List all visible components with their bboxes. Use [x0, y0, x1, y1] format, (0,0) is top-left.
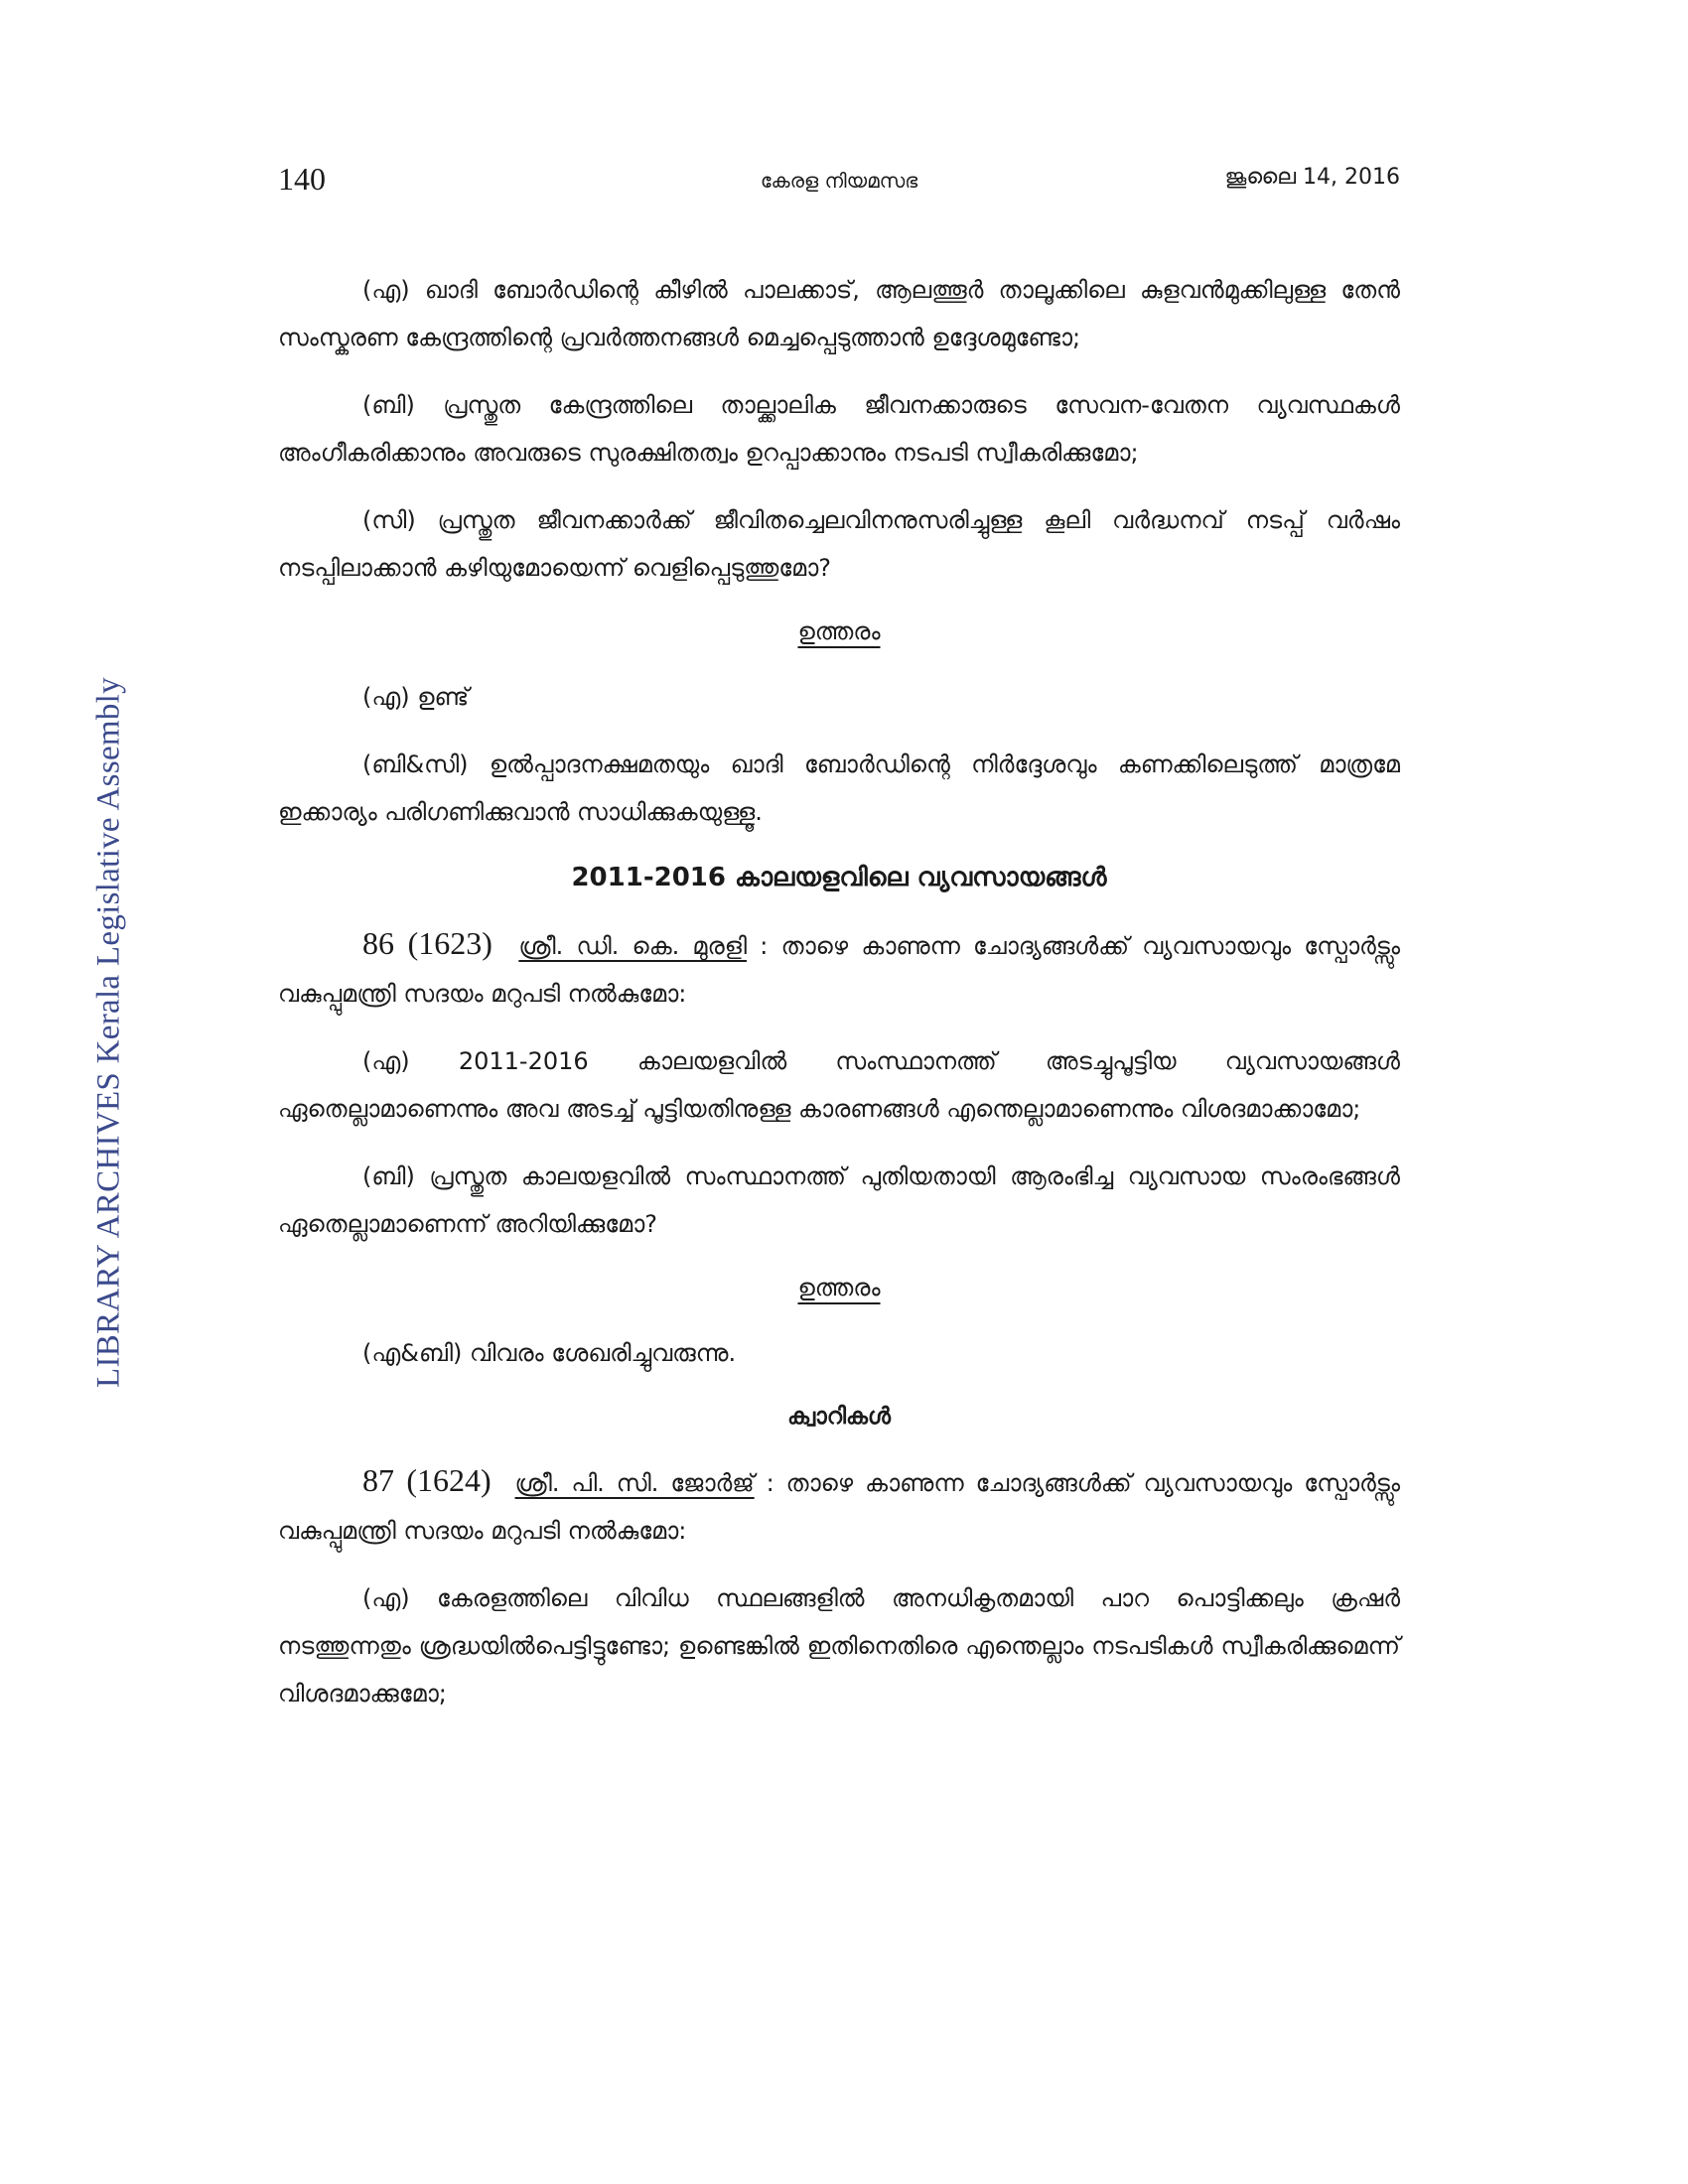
q86-member: ശ്രീ. ഡി. കെ. മുരളി [518, 932, 748, 960]
q85-part-c: (സി) പ്രസ്തുത ജീവനക്കാർക്ക് ജീവിതച്ചെലവിനനുസരിച്ചുള്ള കൂലി വർദ്ധനവ് നടപ്പ് വർഷം നടപ്പിലാക്കാൻ കഴിയുമോയെന്ന് വെളിപ്പെടുത്തുമോ? [278, 506, 1400, 582]
q87-intro: : താഴെ കാണുന്ന ചോദ്യങ്ങൾക്ക് വ്യവസായവും സ്പോർട്സും വകുപ്പുമന്ത്രി സദയം മറുപടി നൽകുമോ: [278, 1469, 1401, 1545]
q87-part-a: (എ) കേരളത്തിലെ വിവിധ സ്ഥലങ്ങളിൽ അനധികൃതമായി പാറ പൊട്ടിക്കലും ക്രഷർ നടത്തുന്നതും ശ്രദ്ധയിൽപെട്ടിട്ടുണ്ടോ; ഉണ്ടെങ്കിൽ ഇതിനെതിരെ എന്തെല്ലാം നടപടികൾ സ്വീകരിക്കുമെന്ന് വിശദമാക്കുമോ; [278, 1584, 1400, 1707]
q86-intro: : താഴെ കാണുന്ന ചോദ്യങ്ങൾക്ക് വ്യവസായവും സ്പോർട്സും വകുപ്പുമന്ത്രി സദയം മറുപടി നൽകുമോ: [278, 932, 1401, 1008]
q87-member: ശ്രീ. പി. സി. ജോർജ് [514, 1469, 755, 1497]
archive-watermark: LIBRARY ARCHIVES Kerala Legislative Assembly [90, 677, 127, 1388]
page-header [278, 161, 1400, 201]
q85-part-a: (എ) ഖാദി ബോർഡിന്റെ കീഴിൽ പാലക്കാട്, ആലത്തൂർ താലൂക്കിലെ കുളവൻമുക്കിലുള്ള തേൻ സംസ്കരണ കേന്ദ്രത്തിന്റെ പ്രവർത്തനങ്ങൾ മെച്ചപ്പെടുത്താൻ ഉദ്ദേശമുണ്ടോ; [278, 276, 1400, 351]
q85-part-b: (ബി) പ്രസ്തുത കേന്ദ്രത്തിലെ താല്ക്കാലിക ജീവനക്കാരുടെ സേവന-വേതന വ്യവസ്ഥകൾ അംഗീകരിക്കാനും അവരുടെ സുരക്ഷിതത്വം ഉറപ്പാക്കാനും നടപടി സ്വീകരിക്കുമോ; [278, 391, 1400, 467]
q87-intro-paragraph [278, 1456, 1400, 1555]
page-number: 140 [278, 161, 326, 197]
q87-heading: ക്വാറികൾ [786, 1404, 892, 1430]
q86-part-a: (എ) 2011-2016 കാലയളവിൽ സംസ്ഥാനത്ത് അടച്ചുപൂട്ടിയ വ്യവസായങ്ങൾ ഏതെല്ലാമാണെന്നും അവ അടച്ച് പൂട്ടിയതിനുള്ള കാരണങ്ങൾ എന്തെല്ലാമാണെന്നും വിശദമാക്കാമോ; [278, 1047, 1400, 1123]
q86-answer-ab: (എ&ബി) വിവരം ശേഖരിച്ചുവരുന്നു. [362, 1339, 737, 1367]
q85-answer-heading: ഉത്തരം [797, 617, 881, 645]
header-date: ജൂലൈ 14, 2016 [1224, 165, 1400, 190]
q85-answer-bc: (ബി&സി) ഉൽപ്പാദനക്ഷമതയും ഖാദി ബോർഡിന്റെ നിർദ്ദേശവും കണക്കിലെടുത്ത് മാത്രമേ ഇക്കാര്യം പരിഗണിക്കുവാൻ സാധിക്കുകയുള്ളൂ. [278, 751, 1400, 826]
q86-number: 86 (1623) [362, 925, 492, 961]
page-content [278, 266, 1400, 1737]
q86-intro-paragraph [278, 919, 1400, 1018]
q86-heading: 2011-2016 കാലയളവിലെ വ്യവസായങ്ങൾ [571, 863, 1107, 892]
q86-part-b: (ബി) പ്രസ്തുത കാലയളവിൽ സംസ്ഥാനത്ത് പുതിയതായി ആരംഭിച്ച വ്യവസായ സംരംഭങ്ങൾ ഏതെല്ലാമാണെന്ന് അറിയിക്കുമോ? [278, 1162, 1400, 1238]
q87-number: 87 (1624) [362, 1462, 492, 1498]
q85-answer-a: (എ) ഉണ്ട് [362, 683, 470, 711]
q86-answer-heading: ഉത്തരം [797, 1274, 881, 1301]
running-title: കേരള നിയമസഭ [760, 169, 918, 193]
